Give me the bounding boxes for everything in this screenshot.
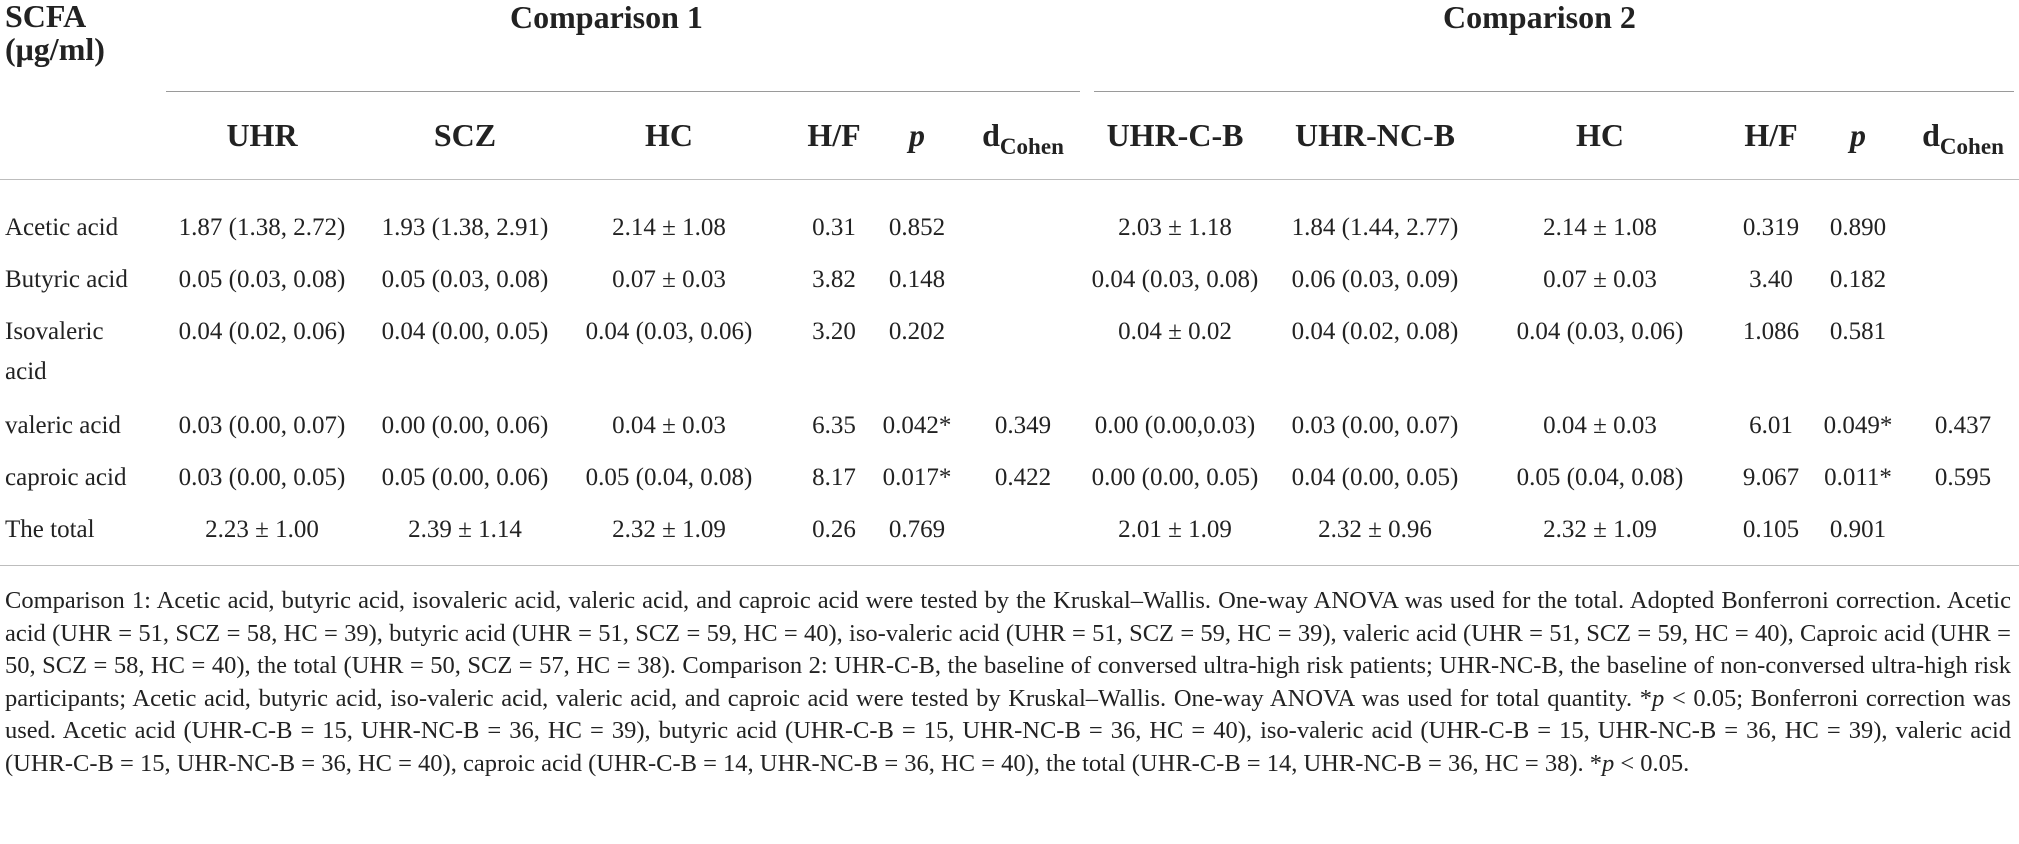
row-label-line2: acid — [5, 358, 47, 385]
table-cell-uhr: 0.04 (0.02, 0.06) — [178, 318, 346, 345]
table-cell-hf: 0.26 — [812, 516, 856, 543]
table-cell-uhr-c-b: 0.00 (0.00, 0.05) — [1091, 464, 1259, 491]
table-cell-uhr: 1.87 (1.38, 2.72) — [178, 214, 346, 241]
table-cell-dcohen: 0.422 — [994, 464, 1052, 491]
column-header-uhr — [162, 115, 362, 155]
table-cell-p-2: 0.049* — [1823, 412, 1893, 439]
table-cell-dcohen: 0.349 — [994, 412, 1052, 439]
table-cell-p: 0.017* — [882, 464, 952, 491]
column-header-text: HC — [645, 117, 693, 153]
table-cell-dcohen-2: 0.437 — [1934, 412, 1992, 439]
table-cell-hc-2: 0.04 (0.03, 0.06) — [1516, 318, 1684, 345]
table-cell-dcohen-2: 0.595 — [1934, 464, 1992, 491]
column-header-text: H/F — [1744, 117, 1798, 153]
row-label — [5, 406, 121, 446]
table-cell-hf-2: 0.319 — [1742, 214, 1800, 241]
table-cell-uhr-c-b: 0.00 (0.00,0.03) — [1094, 412, 1256, 439]
table-cell-p-2: 0.011* — [1824, 464, 1892, 491]
table-cell-hc: 0.05 (0.04, 0.08) — [585, 464, 753, 491]
table-cell-hf-2: 6.01 — [1749, 412, 1793, 439]
table-cell-p-2: 0.182 — [1829, 266, 1887, 293]
table-cell-uhr: 2.23 ± 1.00 — [205, 516, 319, 543]
column-header-text: UHR-NC-B — [1295, 117, 1455, 153]
table-cell-hc: 0.04 (0.03, 0.06) — [585, 318, 753, 345]
table-cell-hc-2: 0.04 ± 0.03 — [1543, 412, 1657, 439]
footnote-p-symbol-1: p — [1652, 684, 1665, 712]
column-header-uhr-nc-b — [1275, 115, 1475, 155]
table-cell-p-2: 0.890 — [1829, 214, 1887, 241]
column-header-uhr-c-b — [1075, 115, 1275, 155]
table-cell-hc-2: 2.14 ± 1.08 — [1543, 214, 1657, 241]
column-header-text: H/F — [807, 117, 861, 153]
row-label-line1: Isovaleric — [5, 318, 104, 345]
table-cell-p-2: 0.581 — [1829, 318, 1887, 345]
spanner-rule-comparison-1 — [166, 91, 1080, 92]
group-header-comparison-1: Comparison 1 — [510, 0, 703, 35]
table-cell-hf-2: 9.067 — [1742, 464, 1800, 491]
column-header-subscript: Cohen — [1939, 133, 2004, 160]
column-header-text: d — [1922, 117, 1940, 153]
row-label — [5, 510, 95, 550]
table-cell-uhr-nc-b: 0.03 (0.00, 0.07) — [1291, 412, 1459, 439]
table-cell-hc-2: 2.32 ± 1.09 — [1543, 516, 1657, 543]
table-cell-hf: 3.82 — [812, 266, 856, 293]
table-cell-uhr-nc-b: 2.32 ± 0.96 — [1318, 516, 1432, 543]
table-cell-p: 0.148 — [888, 266, 946, 293]
spanner-rule-comparison-2 — [1094, 91, 2014, 92]
table-cell-hf: 0.31 — [812, 214, 856, 241]
table-cell-scz: 0.00 (0.00, 0.06) — [381, 412, 549, 439]
column-header-text: p — [1850, 117, 1866, 153]
table-cell-p: 0.852 — [888, 214, 946, 241]
table-cell-uhr-nc-b: 0.06 (0.03, 0.09) — [1291, 266, 1459, 293]
group-header-comparison-2: Comparison 2 — [1443, 0, 1636, 35]
row-label — [5, 260, 128, 300]
table-cell-p: 0.042* — [882, 412, 952, 439]
row-label-line1: valeric acid — [5, 412, 121, 439]
table-cell-hc-2: 0.05 (0.04, 0.08) — [1516, 464, 1684, 491]
table-cell-scz: 2.39 ± 1.14 — [408, 516, 522, 543]
table-cell-uhr: 0.03 (0.00, 0.07) — [178, 412, 346, 439]
row-label — [5, 312, 104, 392]
row-header-line1: SCFA — [5, 0, 87, 34]
table-cell-p: 0.769 — [888, 516, 946, 543]
table-cell-hf-2: 1.086 — [1742, 318, 1800, 345]
table-cell-uhr-c-b: 2.01 ± 1.09 — [1118, 516, 1232, 543]
column-header-scz — [365, 115, 565, 155]
table-cell-uhr-nc-b: 0.04 (0.00, 0.05) — [1291, 464, 1459, 491]
table-cell-uhr-c-b: 2.03 ± 1.18 — [1118, 214, 1232, 241]
table-cell-uhr-c-b: 0.04 ± 0.02 — [1118, 318, 1232, 345]
table-cell-scz: 0.05 (0.00, 0.06) — [381, 464, 549, 491]
table-cell-hc: 0.04 ± 0.03 — [612, 412, 726, 439]
row-label-line1: Butyric acid — [5, 266, 128, 293]
table-cell-hc: 0.07 ± 0.03 — [612, 266, 726, 293]
column-header-text: HC — [1576, 117, 1624, 153]
footnote-p-symbol-2: p — [1601, 749, 1615, 777]
row-label — [5, 458, 126, 498]
column-header-text: d — [982, 117, 1000, 153]
table-cell-scz: 0.04 (0.00, 0.05) — [381, 318, 549, 345]
table-cell-uhr-c-b: 0.04 (0.03, 0.08) — [1091, 266, 1259, 293]
table-cell-p: 0.202 — [888, 318, 946, 345]
table-cell-p-2: 0.901 — [1829, 516, 1887, 543]
table-cell-scz: 1.93 (1.38, 2.91) — [381, 214, 549, 241]
row-header-scfa — [5, 0, 105, 65]
column-header-dcohen-2 — [1863, 115, 2019, 166]
row-label-line1: Acetic acid — [5, 214, 119, 241]
table-cell-hf-2: 3.40 — [1749, 266, 1793, 293]
table-cell-uhr: 0.05 (0.03, 0.08) — [178, 266, 346, 293]
column-header-text: p — [909, 117, 925, 153]
table-cell-hf: 8.17 — [812, 464, 856, 491]
header-bottom-rule — [0, 179, 2019, 180]
table-cell-hc-2: 0.07 ± 0.03 — [1543, 266, 1657, 293]
table-footnote — [5, 585, 2011, 780]
row-label — [5, 208, 118, 248]
footnote-part-1: Comparison 1: Acetic acid, butyric acid, isovaleric acid, valeric acid, and caproic acid were tested by the Kruskal–Wallis. One-way ANOVA was used for the total. Adopted Bonferroni correction. Acetic acid (UHR = 51, SCZ = 58, HC = 39), butyric acid (UHR = 51, SCZ = 59, HC = 40), iso-valeric acid (UHR = 51, SCZ = 59, HC = 39), valeric acid (UHR = 51, SCZ = 59, HC = 40), Caproic acid (UHR = 50, SCZ = 58, HC = 40), the total (UHR = 50, SCZ = 57, HC = 38). Comparison 2: UHR-C-B, the baseline of conversed ultra-high risk patients; UHR-NC-B, the baseline of non-conversed ultra-high risk participants; Acetic acid, butyric acid, iso-valeric acid, valeric acid, and caproic acid were tested by Kruskal–Wallis. One-way ANOVA was used for total quantity. * — [5, 587, 2011, 712]
table-cell-hc: 2.14 ± 1.08 — [612, 214, 726, 241]
row-label-line1: The total — [5, 516, 95, 543]
table-cell-uhr-nc-b: 0.04 (0.02, 0.08) — [1291, 318, 1459, 345]
row-label-line1: caproic acid — [5, 464, 127, 491]
row-header-line2: (μg/ml) — [5, 31, 105, 67]
column-header-text: UHR-C-B — [1106, 117, 1244, 153]
table-cell-hf-2: 0.105 — [1742, 516, 1800, 543]
column-header-hc-2 — [1500, 115, 1700, 155]
table-cell-hf: 3.20 — [812, 318, 856, 345]
footnote-part-2: < 0.05; Bonferroni correction was used. Acetic acid (UHR-C-B = 15, UHR-NC-B = 36, HC = 39), butyric acid (UHR-C-B = 15, UHR-NC-B = 36, HC = 40), iso-valeric acid (UHR-C-B = 15, UHR-NC-B = 36, HC = 39), valeric acid (UHR-C-B = 15, UHR-NC-B = 36, HC = 40), caproic acid (UHR-C-B = 14, UHR-NC-B = 36, HC = 40), the total (UHR-C-B = 14, UHR-NC-B = 36, HC = 38). * — [5, 684, 2011, 777]
table-cell-hf: 6.35 — [812, 412, 856, 439]
table-cell-uhr: 0.03 (0.00, 0.05) — [178, 464, 346, 491]
column-header-subscript: Cohen — [999, 133, 1064, 160]
table-cell-scz: 0.05 (0.03, 0.08) — [381, 266, 549, 293]
column-header-text: UHR — [226, 117, 298, 153]
table-cell-uhr-nc-b: 1.84 (1.44, 2.77) — [1291, 214, 1459, 241]
table-cell-hc: 2.32 ± 1.09 — [612, 516, 726, 543]
column-header-text: SCZ — [433, 117, 497, 153]
footnote-part-3: < 0.05. — [1614, 749, 1690, 777]
table-bottom-rule — [0, 565, 2019, 566]
